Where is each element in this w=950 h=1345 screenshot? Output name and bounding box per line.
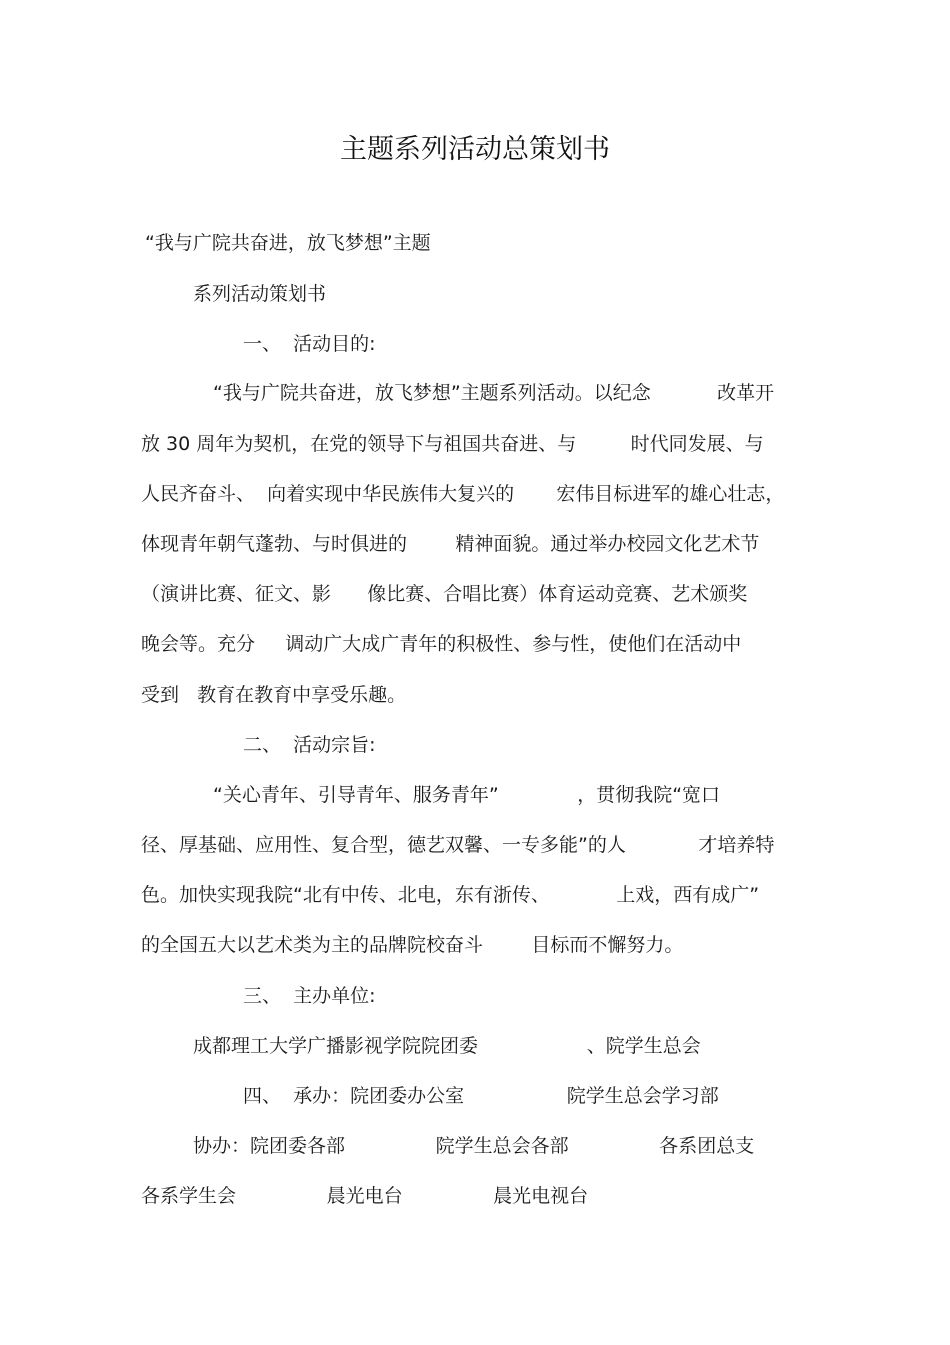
section-2-line: “关心青年、引导青年、服务青年” ，贯彻我院“宽口 [213,784,721,806]
section-3-organizer: 成都理工大学广播影视学院院团委 、院学生总会 [193,1035,701,1057]
section-4-host-line: 四、 承办：院团委办公室 院学生总会学习部 [243,1085,719,1107]
section-2-heading: 二、 活动宗旨: [243,734,376,756]
document-title: 主题系列活动总策划书 [340,134,610,165]
section-2-line: 的全国五大以艺术类为主的品牌院校奋斗 目标而不懈努力。 [141,934,684,956]
section-4-assist-line: 协办：院团委各部 院学生总会各部 各系团总支 [193,1135,755,1157]
section-2-line: 径、厚基础、应用性、复合型，德艺双馨、一专多能”的人 才培养特 [141,834,775,856]
section-1-line: 人民齐奋斗、 向着实现中华民族伟大复兴的 宏伟目标进军的雄心壮志， [141,483,785,505]
section-1-line: 晚会等。充分 调动广大成广青年的积极性、参与性，使他们在活动中 [141,633,742,655]
section-1-line: “我与广院共奋进，放飞梦想”主题系列活动。以纪念 改革开 [213,382,775,404]
section-1-heading: 一、 活动目的: [243,333,376,355]
subtitle-line-2: 系列活动策划书 [193,283,327,305]
section-1-line: 放 30 周年为契机，在党的领导下与祖国共奋进、与 时代同发展、与 [141,433,764,455]
section-1-line: 受到 教育在教育中享受乐趣。 [141,684,407,706]
section-3-heading: 三、 主办单位: [243,985,376,1007]
section-1-line: （演讲比赛、征文、影 像比赛、合唱比赛）体育运动竞赛、艺术颁奖 [141,583,748,605]
subtitle-line-1: “我与广院共奋进，放飞梦想”主题 [145,232,431,254]
section-4-assist-line: 各系学生会 晨光电台 晨光电视台 [141,1185,589,1207]
section-1-line: 体现青年朝气蓬勃、与时俱进的 精神面貌。通过举办校园文化艺术节 [141,533,760,555]
section-2-line: 色。加快实现我院“北有中传、北电，东有浙传、 上戏，西有成广” [141,884,760,906]
